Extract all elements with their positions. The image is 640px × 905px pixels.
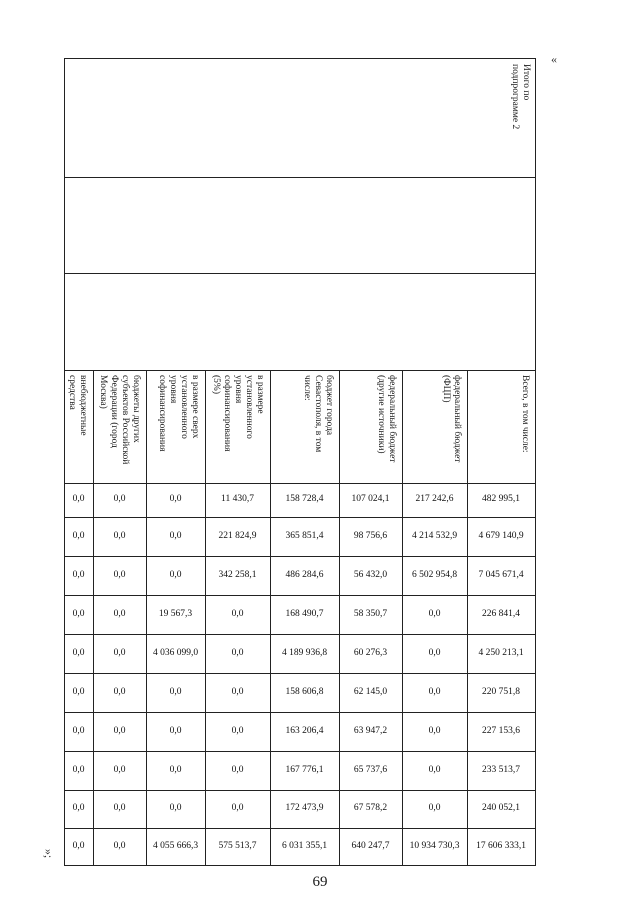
table-cell: 0,0 <box>169 569 182 580</box>
table-cell: 63 947,2 <box>353 725 388 736</box>
table-cell: 0,0 <box>113 608 126 619</box>
table-cell: 0,0 <box>231 686 244 697</box>
header-total: Всего, в том числе: <box>520 375 530 453</box>
table-cell: 0,0 <box>231 647 244 658</box>
table-cell: 0,0 <box>428 608 441 619</box>
table-cell: 163 206,4 <box>285 725 324 736</box>
table-cell: 4 250 213,1 <box>478 647 524 658</box>
table-cell: 158 728,4 <box>285 494 324 504</box>
header-sevastopol: бюджет города Севастополя, в том числе: <box>302 375 334 453</box>
table-cell: 0,0 <box>428 803 441 813</box>
table-cell: 58 350,7 <box>353 608 388 619</box>
table-cell: 0,0 <box>169 530 182 541</box>
table-cell: 217 242,6 <box>415 494 454 504</box>
table-cell: 172 473,9 <box>285 803 324 813</box>
table-cell: 0,0 <box>72 686 85 697</box>
table-cell: 0,0 <box>113 725 126 736</box>
table-cell: 158 606,8 <box>285 686 324 697</box>
header-cofinancing-5: в размере установленного уровня софинансирования (5%) <box>211 375 265 452</box>
table-cell: 4 189 936,8 <box>281 647 328 658</box>
table-cell: 0,0 <box>169 725 182 736</box>
table-cell: 4 055 666,3 <box>152 840 199 851</box>
header-federal-fcp: федеральный бюджет (ФЦП) <box>441 375 462 463</box>
table-cell: 0,0 <box>72 840 85 851</box>
table-cell: 167 776,1 <box>285 764 324 775</box>
table-cell: 0,0 <box>231 608 244 619</box>
table-cell: 0,0 <box>231 764 244 775</box>
table-cell: 0,0 <box>113 569 126 580</box>
table-cell: 342 258,1 <box>218 569 257 580</box>
table-cell: 0,0 <box>72 608 85 619</box>
table-cell: 0,0 <box>113 647 126 658</box>
table-cell: 0,0 <box>169 803 182 813</box>
header-cofinancing-over: в размере сверх установленного уровня софинансирования <box>157 375 200 452</box>
table-cell: 168 490,7 <box>285 608 324 619</box>
table-cell: 0,0 <box>169 764 182 775</box>
table-cell: 221 824,9 <box>218 530 257 541</box>
table-cell: 0,0 <box>113 530 126 541</box>
table-cell: 0,0 <box>72 647 85 658</box>
table-cell: 98 756,6 <box>353 530 388 541</box>
table-cell: 0,0 <box>113 840 126 851</box>
table-cell: 11 430,7 <box>221 494 254 504</box>
table-cell: 640 247,7 <box>351 840 390 851</box>
table-cell: 0,0 <box>113 803 126 813</box>
table-cell: 0,0 <box>231 725 244 736</box>
header-other-subjects: бюджеты других субъектов Российской Федерации (город Москва) <box>98 375 141 465</box>
corner-mark-bottom: »; <box>42 848 57 859</box>
table-cell: 0,0 <box>113 764 126 775</box>
table-subtitle: Итого по подпрограмме 2 <box>510 64 531 130</box>
table-cell: 4 036 099,0 <box>152 647 199 658</box>
table-cell: 4 214 532,9 <box>411 530 458 541</box>
table-cell: 19 567,3 <box>158 608 193 619</box>
table-cell: 65 737,6 <box>353 764 388 775</box>
table-cell: 220 751,8 <box>482 686 520 697</box>
table-cell: 10 934 730,3 <box>409 840 460 851</box>
table-cell: 67 578,2 <box>353 803 388 813</box>
table-cell: 365 851,4 <box>285 530 324 541</box>
table-cell: 0,0 <box>113 686 126 697</box>
table-cell: 0,0 <box>72 530 85 541</box>
table-cell: 575 513,7 <box>218 840 257 851</box>
table-cell: 0,0 <box>169 494 182 504</box>
table-cell: 62 145,0 <box>353 686 388 697</box>
table-cell: 0,0 <box>72 803 85 813</box>
table-cell: 0,0 <box>428 647 441 658</box>
table-cell: 0,0 <box>428 686 441 697</box>
table-cell: 0,0 <box>428 725 441 736</box>
table-cell: 0,0 <box>169 686 182 697</box>
table-cell: 226 841,4 <box>482 608 520 619</box>
table-cell: 240 052,1 <box>482 803 520 813</box>
table-cell: 482 995,1 <box>482 494 520 504</box>
table-cell: 6 031 355,1 <box>281 840 328 851</box>
corner-mark-top: « <box>551 52 557 66</box>
table-cell: 486 284,6 <box>285 569 324 580</box>
table-cell: 7 045 671,4 <box>478 569 524 580</box>
table-cell: 0,0 <box>428 764 441 775</box>
table-cell: 0,0 <box>113 494 126 504</box>
table-cell: 227 153,6 <box>482 725 520 736</box>
table-cell: 6 502 954,8 <box>411 569 458 580</box>
table-cell: 4 679 140,9 <box>478 530 524 541</box>
table-cell: 0,0 <box>72 569 85 580</box>
table-cell: 233 513,7 <box>482 764 520 775</box>
header-extrabudget: внебюджетные средства <box>67 375 88 436</box>
table-cell: 60 276,3 <box>353 647 388 658</box>
table-cell: 107 024,1 <box>351 494 390 504</box>
page-number: 69 <box>312 874 328 890</box>
table-cell: 0,0 <box>72 764 85 775</box>
table-cell: 0,0 <box>72 725 85 736</box>
table-cell: 56 432,0 <box>353 569 388 580</box>
table-cell: 17 606 333,1 <box>476 840 526 851</box>
header-federal-other: федеральный бюджет (другие источники) <box>376 375 397 463</box>
table-cell: 0,0 <box>231 803 244 813</box>
table-cell: 0,0 <box>72 494 85 504</box>
